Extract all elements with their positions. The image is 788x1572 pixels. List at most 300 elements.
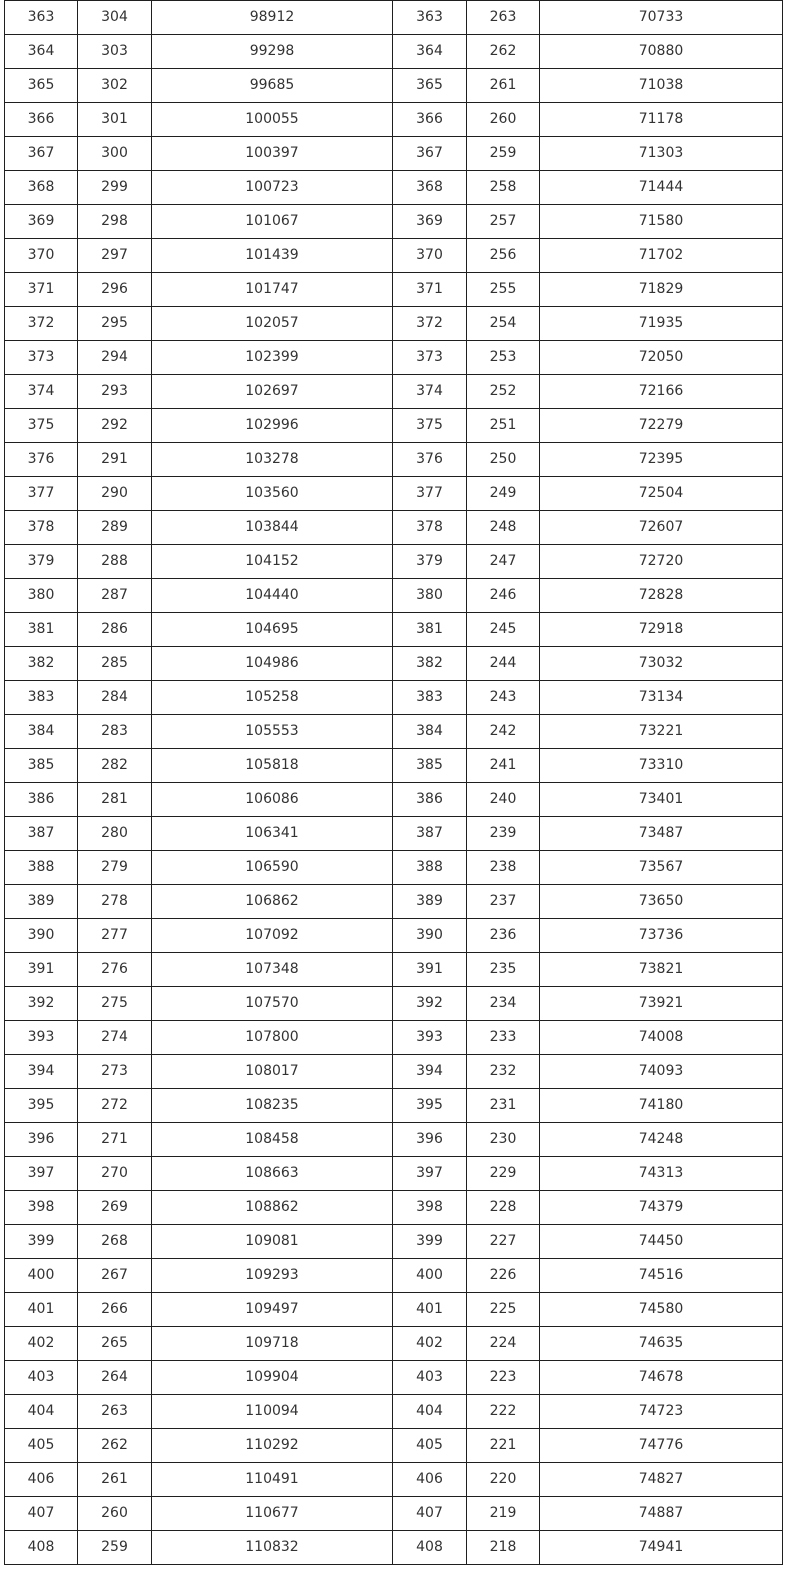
- table-cell-col-a: 371: [5, 273, 78, 307]
- table-cell-col-c: 108663: [152, 1157, 393, 1191]
- table-row: [5, 1497, 783, 1531]
- table-cell-col-e: 246: [467, 579, 540, 613]
- table-row: [5, 681, 783, 715]
- table-cell-col-e: 256: [467, 239, 540, 273]
- table-cell-col-e: 230: [467, 1123, 540, 1157]
- table-cell-col-b: 266: [78, 1293, 152, 1327]
- table-cell-col-d: 364: [393, 35, 467, 69]
- table-cell-col-b: 261: [78, 1463, 152, 1497]
- table-cell-col-d: 408: [393, 1531, 467, 1565]
- table-cell-col-a: 400: [5, 1259, 78, 1293]
- table-cell-col-f: 74313: [540, 1157, 783, 1191]
- table-cell-col-e: 237: [467, 885, 540, 919]
- table-cell-col-c: 102057: [152, 307, 393, 341]
- table-cell-col-e: 241: [467, 749, 540, 783]
- table-cell-col-e: 259: [467, 137, 540, 171]
- table-cell-col-a: 392: [5, 987, 78, 1021]
- table-cell-col-f: 71178: [540, 103, 783, 137]
- table-cell-col-d: 372: [393, 307, 467, 341]
- table-cell-col-a: 367: [5, 137, 78, 171]
- table-cell-col-e: 221: [467, 1429, 540, 1463]
- table-cell-col-f: 71935: [540, 307, 783, 341]
- table-cell-col-d: 396: [393, 1123, 467, 1157]
- table-cell-col-c: 102697: [152, 375, 393, 409]
- table-cell-col-a: 408: [5, 1531, 78, 1565]
- table-cell-col-d: 403: [393, 1361, 467, 1395]
- table-cell-col-c: 105818: [152, 749, 393, 783]
- table-cell-col-d: 397: [393, 1157, 467, 1191]
- table-cell-col-d: 383: [393, 681, 467, 715]
- table-row: [5, 1123, 783, 1157]
- table-cell-col-f: 74580: [540, 1293, 783, 1327]
- table-cell-col-e: 238: [467, 851, 540, 885]
- table-cell-col-b: 272: [78, 1089, 152, 1123]
- table-cell-col-b: 293: [78, 375, 152, 409]
- table-cell-col-c: 100397: [152, 137, 393, 171]
- table-cell-col-d: 395: [393, 1089, 467, 1123]
- table-cell-col-e: 219: [467, 1497, 540, 1531]
- table-row: [5, 171, 783, 205]
- table-cell-col-a: 406: [5, 1463, 78, 1497]
- table-cell-col-d: 401: [393, 1293, 467, 1327]
- table-cell-col-c: 102399: [152, 341, 393, 375]
- table-cell-col-c: 100055: [152, 103, 393, 137]
- table-row: [5, 273, 783, 307]
- table-cell-col-f: 72918: [540, 613, 783, 647]
- table-cell-col-c: 99685: [152, 69, 393, 103]
- table-cell-col-b: 279: [78, 851, 152, 885]
- table-row: [5, 1429, 783, 1463]
- table-row: [5, 1531, 783, 1565]
- table-cell-col-a: 377: [5, 477, 78, 511]
- table-cell-col-f: 74887: [540, 1497, 783, 1531]
- table-cell-col-c: 104695: [152, 613, 393, 647]
- table-cell-col-d: 398: [393, 1191, 467, 1225]
- table-row: [5, 749, 783, 783]
- table-row: [5, 103, 783, 137]
- table-cell-col-e: 227: [467, 1225, 540, 1259]
- table-cell-col-a: 391: [5, 953, 78, 987]
- table-cell-col-e: 239: [467, 817, 540, 851]
- table-cell-col-d: 380: [393, 579, 467, 613]
- table-row: [5, 579, 783, 613]
- table-cell-col-e: 220: [467, 1463, 540, 1497]
- table-row: [5, 205, 783, 239]
- table-cell-col-b: 269: [78, 1191, 152, 1225]
- table-cell-col-b: 289: [78, 511, 152, 545]
- table-cell-col-c: 98912: [152, 1, 393, 35]
- table-cell-col-f: 70880: [540, 35, 783, 69]
- table-cell-col-d: 376: [393, 443, 467, 477]
- table-row: [5, 1361, 783, 1395]
- table-cell-col-a: 383: [5, 681, 78, 715]
- table-cell-col-d: 374: [393, 375, 467, 409]
- table-row: [5, 409, 783, 443]
- table-cell-col-a: 380: [5, 579, 78, 613]
- table-cell-col-b: 262: [78, 1429, 152, 1463]
- table-cell-col-d: 406: [393, 1463, 467, 1497]
- table-row: [5, 885, 783, 919]
- table-cell-col-e: 222: [467, 1395, 540, 1429]
- table-cell-col-c: 104440: [152, 579, 393, 613]
- table-cell-col-c: 106086: [152, 783, 393, 817]
- table-cell-col-c: 110491: [152, 1463, 393, 1497]
- table-cell-col-c: 100723: [152, 171, 393, 205]
- table-cell-col-a: 369: [5, 205, 78, 239]
- table-cell-col-f: 74379: [540, 1191, 783, 1225]
- table-cell-col-f: 73221: [540, 715, 783, 749]
- table-cell-col-a: 394: [5, 1055, 78, 1089]
- table-cell-col-a: 382: [5, 647, 78, 681]
- table-cell-col-c: 103844: [152, 511, 393, 545]
- table-cell-col-c: 107800: [152, 1021, 393, 1055]
- table-cell-col-e: 245: [467, 613, 540, 647]
- table-cell-col-f: 73401: [540, 783, 783, 817]
- table-cell-col-f: 73921: [540, 987, 783, 1021]
- table-row: [5, 1225, 783, 1259]
- table-cell-col-a: 384: [5, 715, 78, 749]
- table-cell-col-d: 389: [393, 885, 467, 919]
- table-cell-col-f: 74635: [540, 1327, 783, 1361]
- table-cell-col-f: 71303: [540, 137, 783, 171]
- table-cell-col-c: 101439: [152, 239, 393, 273]
- table-cell-col-e: 251: [467, 409, 540, 443]
- table-cell-col-b: 294: [78, 341, 152, 375]
- table-row: [5, 987, 783, 1021]
- table-cell-col-b: 260: [78, 1497, 152, 1531]
- table-cell-col-d: 388: [393, 851, 467, 885]
- table-cell-col-d: 393: [393, 1021, 467, 1055]
- table-cell-col-a: 399: [5, 1225, 78, 1259]
- table-cell-col-e: 260: [467, 103, 540, 137]
- table-row: [5, 953, 783, 987]
- table-cell-col-e: 225: [467, 1293, 540, 1327]
- table-cell-col-c: 102996: [152, 409, 393, 443]
- table-cell-col-b: 297: [78, 239, 152, 273]
- table-cell-col-a: 363: [5, 1, 78, 35]
- table-cell-col-d: 371: [393, 273, 467, 307]
- table-row: [5, 919, 783, 953]
- table-cell-col-f: 72395: [540, 443, 783, 477]
- table-cell-col-e: 233: [467, 1021, 540, 1055]
- table-cell-col-a: 403: [5, 1361, 78, 1395]
- table-cell-col-e: 255: [467, 273, 540, 307]
- table-cell-col-b: 271: [78, 1123, 152, 1157]
- table-row: [5, 375, 783, 409]
- table-cell-col-e: 248: [467, 511, 540, 545]
- table-cell-col-b: 264: [78, 1361, 152, 1395]
- table-cell-col-a: 389: [5, 885, 78, 919]
- table-cell-col-f: 74093: [540, 1055, 783, 1089]
- table-cell-col-a: 378: [5, 511, 78, 545]
- table-cell-col-e: 240: [467, 783, 540, 817]
- table-cell-col-a: 385: [5, 749, 78, 783]
- table-cell-col-b: 285: [78, 647, 152, 681]
- table-cell-col-b: 291: [78, 443, 152, 477]
- table-cell-col-f: 71038: [540, 69, 783, 103]
- table-row: [5, 783, 783, 817]
- table-row: [5, 1, 783, 35]
- table-cell-col-c: 104152: [152, 545, 393, 579]
- table-cell-col-d: 400: [393, 1259, 467, 1293]
- table-cell-col-f: 74180: [540, 1089, 783, 1123]
- table-row: [5, 69, 783, 103]
- table-cell-col-f: 72828: [540, 579, 783, 613]
- table-cell-col-c: 108862: [152, 1191, 393, 1225]
- table-cell-col-a: 405: [5, 1429, 78, 1463]
- table-cell-col-b: 281: [78, 783, 152, 817]
- table-cell-col-c: 108235: [152, 1089, 393, 1123]
- table-cell-col-f: 73567: [540, 851, 783, 885]
- table-cell-col-b: 282: [78, 749, 152, 783]
- table-cell-col-e: 236: [467, 919, 540, 953]
- table-cell-col-e: 249: [467, 477, 540, 511]
- table-cell-col-e: 262: [467, 35, 540, 69]
- table-cell-col-b: 296: [78, 273, 152, 307]
- table-row: [5, 613, 783, 647]
- table-row: [5, 239, 783, 273]
- table-cell-col-e: 242: [467, 715, 540, 749]
- table-cell-col-e: 247: [467, 545, 540, 579]
- table-cell-col-b: 299: [78, 171, 152, 205]
- table-cell-col-e: 224: [467, 1327, 540, 1361]
- table-cell-col-f: 73487: [540, 817, 783, 851]
- table-cell-col-f: 74008: [540, 1021, 783, 1055]
- table-cell-col-d: 368: [393, 171, 467, 205]
- table-row: [5, 1089, 783, 1123]
- table-cell-col-c: 107570: [152, 987, 393, 1021]
- table-cell-col-b: 270: [78, 1157, 152, 1191]
- table-cell-col-b: 263: [78, 1395, 152, 1429]
- table-cell-col-b: 278: [78, 885, 152, 919]
- table-cell-col-f: 72607: [540, 511, 783, 545]
- table-cell-col-d: 385: [393, 749, 467, 783]
- table-row: [5, 1021, 783, 1055]
- table-cell-col-b: 275: [78, 987, 152, 1021]
- table-cell-col-f: 71444: [540, 171, 783, 205]
- table-cell-col-a: 379: [5, 545, 78, 579]
- table-cell-col-b: 268: [78, 1225, 152, 1259]
- table-cell-col-d: 367: [393, 137, 467, 171]
- table-cell-col-b: 276: [78, 953, 152, 987]
- table-cell-col-a: 364: [5, 35, 78, 69]
- table-cell-col-b: 304: [78, 1, 152, 35]
- table-cell-col-e: 226: [467, 1259, 540, 1293]
- table-cell-col-f: 74516: [540, 1259, 783, 1293]
- table-cell-col-c: 99298: [152, 35, 393, 69]
- table-cell-col-c: 106590: [152, 851, 393, 885]
- table-cell-col-f: 74776: [540, 1429, 783, 1463]
- table-cell-col-f: 74450: [540, 1225, 783, 1259]
- table-cell-col-b: 301: [78, 103, 152, 137]
- table-cell-col-f: 72050: [540, 341, 783, 375]
- table-cell-col-d: 402: [393, 1327, 467, 1361]
- table-cell-col-c: 107348: [152, 953, 393, 987]
- table-row: [5, 1191, 783, 1225]
- table-cell-col-f: 73650: [540, 885, 783, 919]
- table-cell-col-e: 223: [467, 1361, 540, 1395]
- table-cell-col-e: 234: [467, 987, 540, 1021]
- table-cell-col-d: 369: [393, 205, 467, 239]
- table-row: [5, 1293, 783, 1327]
- table-row: [5, 35, 783, 69]
- table-cell-col-d: 394: [393, 1055, 467, 1089]
- table-cell-col-b: 292: [78, 409, 152, 443]
- data-table-container: [4, 0, 782, 1565]
- table-cell-col-f: 73310: [540, 749, 783, 783]
- table-cell-col-a: 396: [5, 1123, 78, 1157]
- table-cell-col-b: 303: [78, 35, 152, 69]
- table-cell-col-a: 407: [5, 1497, 78, 1531]
- table-cell-col-b: 280: [78, 817, 152, 851]
- table-cell-col-a: 370: [5, 239, 78, 273]
- table-cell-col-a: 366: [5, 103, 78, 137]
- table-row: [5, 851, 783, 885]
- table-cell-col-d: 386: [393, 783, 467, 817]
- table-cell-col-a: 386: [5, 783, 78, 817]
- table-cell-col-d: 370: [393, 239, 467, 273]
- table-cell-col-c: 105553: [152, 715, 393, 749]
- table-cell-col-f: 71580: [540, 205, 783, 239]
- table-cell-col-e: 229: [467, 1157, 540, 1191]
- table-cell-col-a: 395: [5, 1089, 78, 1123]
- table-cell-col-d: 404: [393, 1395, 467, 1429]
- table-cell-col-b: 277: [78, 919, 152, 953]
- table-cell-col-c: 109497: [152, 1293, 393, 1327]
- table-cell-col-f: 73134: [540, 681, 783, 715]
- table-cell-col-c: 110677: [152, 1497, 393, 1531]
- table-cell-col-a: 373: [5, 341, 78, 375]
- table-cell-col-d: 375: [393, 409, 467, 443]
- table-row: [5, 1327, 783, 1361]
- table-cell-col-c: 106862: [152, 885, 393, 919]
- table-cell-col-a: 368: [5, 171, 78, 205]
- table-cell-col-f: 71702: [540, 239, 783, 273]
- table-cell-col-c: 103560: [152, 477, 393, 511]
- table-cell-col-a: 393: [5, 1021, 78, 1055]
- table-cell-col-f: 74827: [540, 1463, 783, 1497]
- table-cell-col-a: 381: [5, 613, 78, 647]
- table-cell-col-e: 228: [467, 1191, 540, 1225]
- table-cell-col-b: 267: [78, 1259, 152, 1293]
- table-cell-col-b: 302: [78, 69, 152, 103]
- table-cell-col-b: 265: [78, 1327, 152, 1361]
- table-cell-col-b: 300: [78, 137, 152, 171]
- table-cell-col-c: 109904: [152, 1361, 393, 1395]
- table-cell-col-a: 375: [5, 409, 78, 443]
- table-cell-col-a: 374: [5, 375, 78, 409]
- table-cell-col-f: 73736: [540, 919, 783, 953]
- table-cell-col-d: 373: [393, 341, 467, 375]
- table-cell-col-d: 377: [393, 477, 467, 511]
- table-cell-col-d: 384: [393, 715, 467, 749]
- table-cell-col-d: 381: [393, 613, 467, 647]
- table-cell-col-f: 72720: [540, 545, 783, 579]
- table-cell-col-e: 253: [467, 341, 540, 375]
- table-cell-col-f: 74678: [540, 1361, 783, 1395]
- table-cell-col-c: 103278: [152, 443, 393, 477]
- table-cell-col-b: 288: [78, 545, 152, 579]
- table-cell-col-c: 107092: [152, 919, 393, 953]
- table-cell-col-e: 254: [467, 307, 540, 341]
- table-cell-col-e: 218: [467, 1531, 540, 1565]
- table-cell-col-a: 372: [5, 307, 78, 341]
- table-cell-col-d: 387: [393, 817, 467, 851]
- table-cell-col-c: 105258: [152, 681, 393, 715]
- table-cell-col-f: 73032: [540, 647, 783, 681]
- table-cell-col-a: 402: [5, 1327, 78, 1361]
- table-row: [5, 477, 783, 511]
- table-row: [5, 545, 783, 579]
- table-cell-col-d: 379: [393, 545, 467, 579]
- table-cell-col-d: 366: [393, 103, 467, 137]
- table-cell-col-e: 235: [467, 953, 540, 987]
- table-cell-col-d: 378: [393, 511, 467, 545]
- table-row: [5, 341, 783, 375]
- table-cell-col-c: 108458: [152, 1123, 393, 1157]
- table-cell-col-b: 290: [78, 477, 152, 511]
- table-cell-col-f: 74941: [540, 1531, 783, 1565]
- table-cell-col-b: 286: [78, 613, 152, 647]
- table-cell-col-e: 261: [467, 69, 540, 103]
- table-cell-col-a: 388: [5, 851, 78, 885]
- table-cell-col-a: 365: [5, 69, 78, 103]
- table-row: [5, 647, 783, 681]
- table-cell-col-c: 101747: [152, 273, 393, 307]
- table-row: [5, 817, 783, 851]
- table-row: [5, 1395, 783, 1429]
- table-row: [5, 1055, 783, 1089]
- table-body: [5, 1, 783, 1565]
- table-cell-col-d: 392: [393, 987, 467, 1021]
- data-table: [4, 0, 783, 1565]
- table-cell-col-c: 110832: [152, 1531, 393, 1565]
- table-cell-col-a: 401: [5, 1293, 78, 1327]
- table-cell-col-d: 390: [393, 919, 467, 953]
- table-cell-col-b: 284: [78, 681, 152, 715]
- table-cell-col-d: 391: [393, 953, 467, 987]
- table-cell-col-d: 382: [393, 647, 467, 681]
- table-cell-col-c: 104986: [152, 647, 393, 681]
- table-cell-col-e: 243: [467, 681, 540, 715]
- table-cell-col-c: 109081: [152, 1225, 393, 1259]
- table-cell-col-f: 74723: [540, 1395, 783, 1429]
- table-cell-col-b: 259: [78, 1531, 152, 1565]
- table-cell-col-e: 252: [467, 375, 540, 409]
- table-cell-col-e: 250: [467, 443, 540, 477]
- table-cell-col-c: 110094: [152, 1395, 393, 1429]
- table-cell-col-d: 365: [393, 69, 467, 103]
- table-cell-col-c: 101067: [152, 205, 393, 239]
- table-cell-col-c: 110292: [152, 1429, 393, 1463]
- table-cell-col-a: 387: [5, 817, 78, 851]
- table-cell-col-d: 399: [393, 1225, 467, 1259]
- table-cell-col-f: 72279: [540, 409, 783, 443]
- table-cell-col-a: 376: [5, 443, 78, 477]
- table-row: [5, 715, 783, 749]
- table-cell-col-e: 258: [467, 171, 540, 205]
- table-row: [5, 307, 783, 341]
- table-cell-col-f: 72166: [540, 375, 783, 409]
- table-cell-col-e: 232: [467, 1055, 540, 1089]
- table-cell-col-f: 73821: [540, 953, 783, 987]
- table-cell-col-c: 106341: [152, 817, 393, 851]
- table-cell-col-a: 397: [5, 1157, 78, 1191]
- table-cell-col-b: 295: [78, 307, 152, 341]
- table-cell-col-e: 263: [467, 1, 540, 35]
- table-row: [5, 1259, 783, 1293]
- table-cell-col-f: 74248: [540, 1123, 783, 1157]
